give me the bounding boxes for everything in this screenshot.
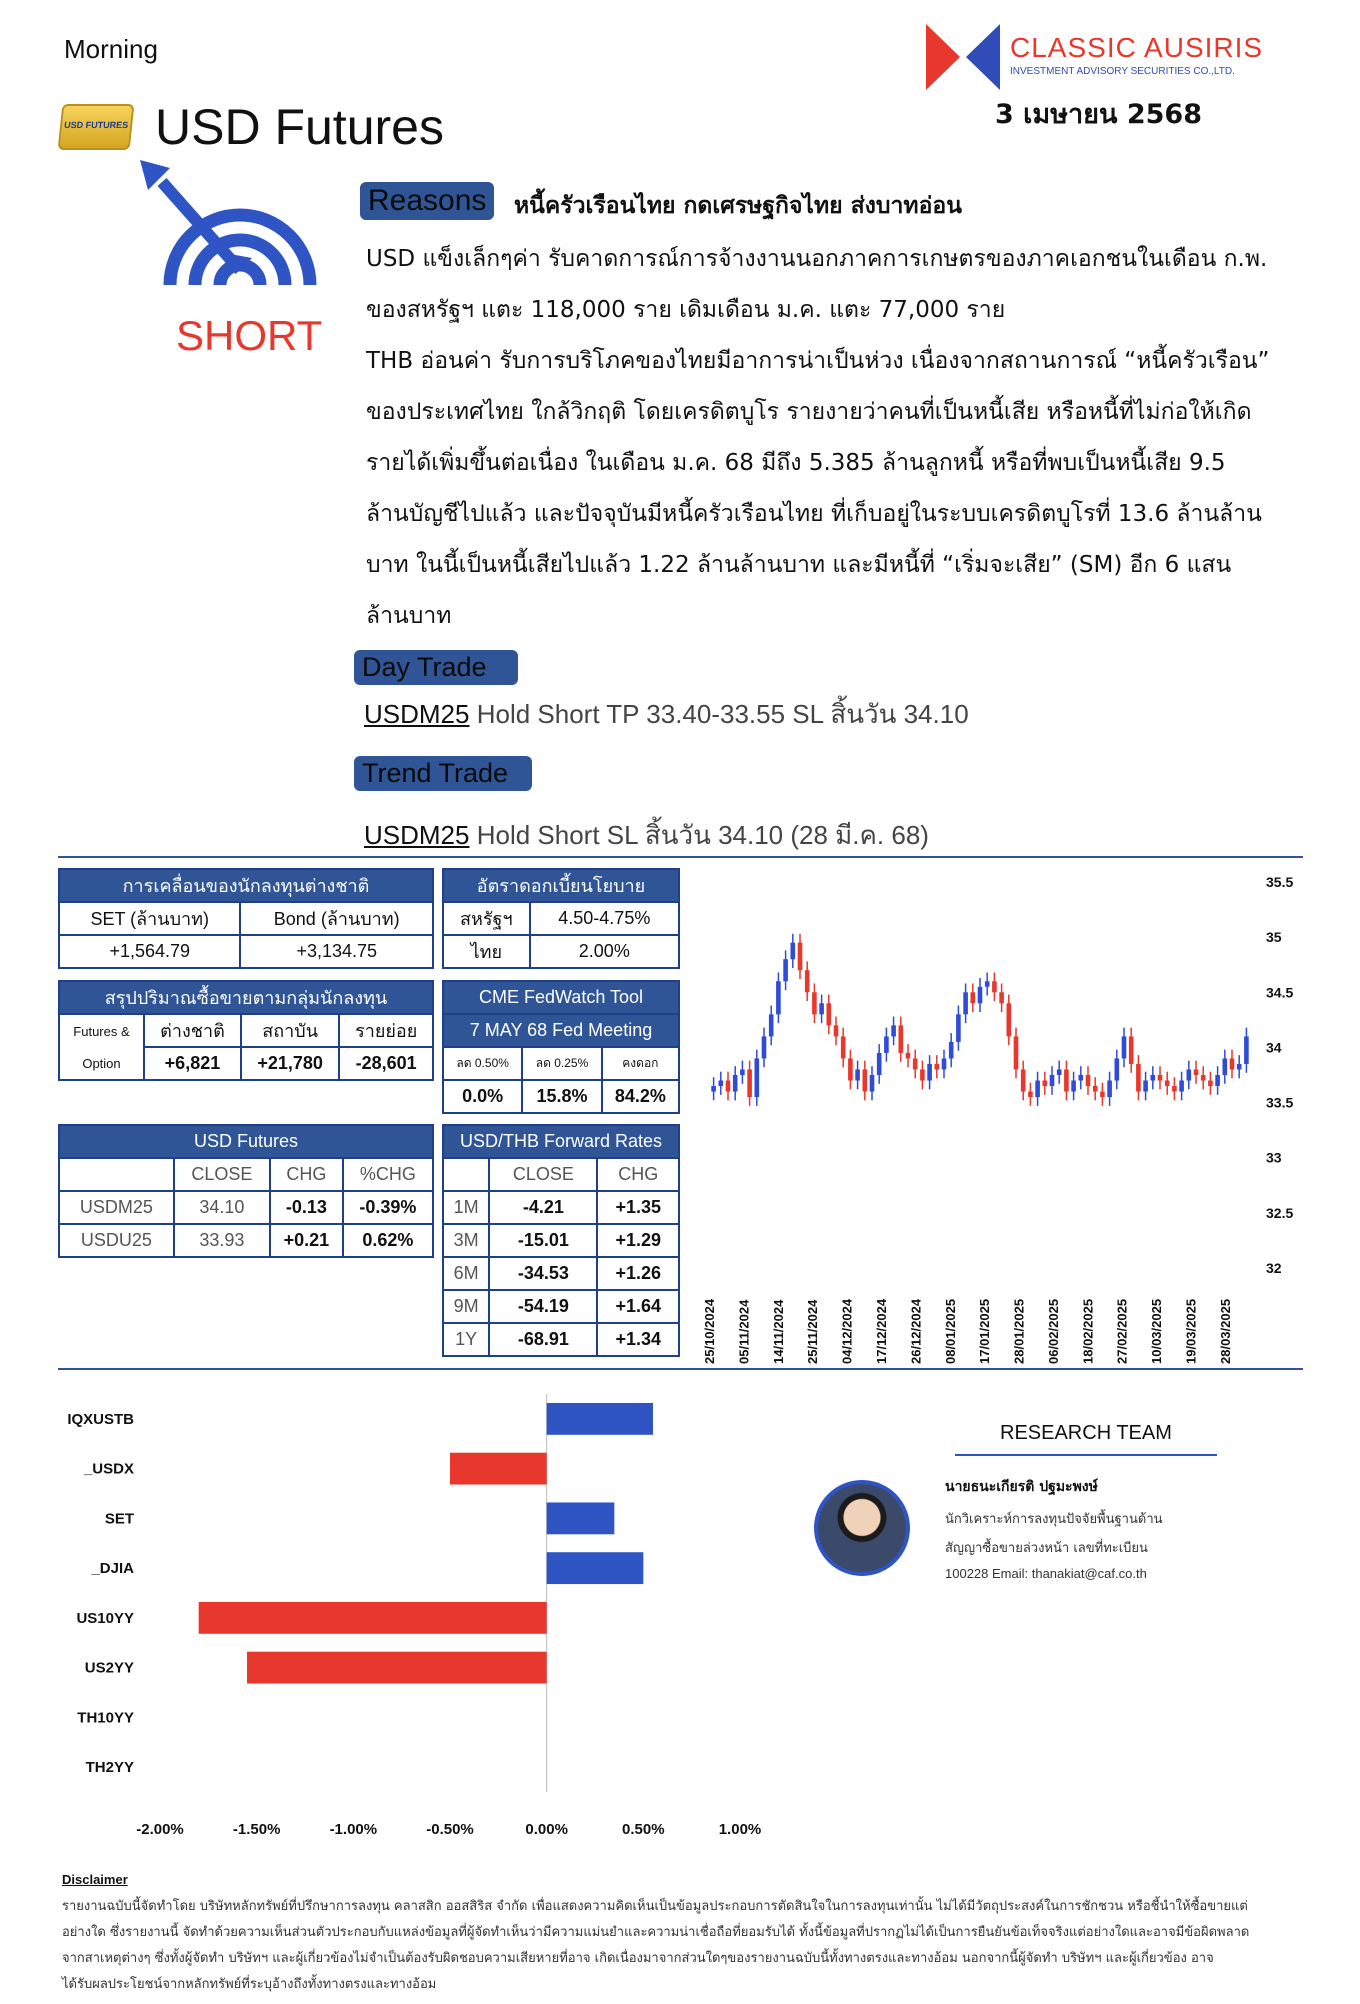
investor-value: +21,780 [241, 1047, 339, 1080]
reasons-line: ของประเทศไทย ใกล้วิกฤติ โดยเครดิตบูโร รายงายว่าคนที่เป็นหนี้เสีย หรือหนี้ที่ไม่ก่อให้เกิด [366, 399, 1252, 425]
x-tick-label: 17/12/2024 [873, 1298, 889, 1364]
reasons-line: ของสหรัฐฯ แตะ 118,000 ราย เดิมเดือน ม.ค. แตะ 77,000 ราย [366, 297, 1006, 323]
policy-rate-key: สหรัฐฯ [443, 902, 530, 935]
candle-body [747, 1069, 752, 1097]
x-tick-label: 19/03/2025 [1183, 1298, 1199, 1364]
category-label: US2YY [84, 1659, 134, 1677]
x-tick-label: 08/01/2025 [942, 1298, 958, 1364]
forward-cell: 1M [443, 1191, 489, 1224]
candle-body [740, 1069, 745, 1075]
bar [547, 1502, 615, 1534]
usd-futures-header [59, 1158, 174, 1191]
table-row [443, 1191, 679, 1224]
x-tick-label: 25/11/2024 [805, 1299, 821, 1364]
day-trade-line [364, 694, 969, 735]
forward-cell: +1.34 [597, 1323, 679, 1356]
fedwatch-header: ลด 0.25% [522, 1047, 601, 1080]
fedwatch-value: 84.2% [602, 1080, 679, 1113]
forward-header: CLOSE [489, 1158, 597, 1191]
policy-rate-table [442, 868, 680, 969]
report-date: 3 เมษายน 2568 [995, 99, 1202, 130]
bar [547, 1403, 653, 1435]
research-team-title: RESEARCH TEAM [1000, 1422, 1172, 1444]
x-tick-label: 14/11/2024 [770, 1299, 786, 1364]
x-tick-label: 10/03/2025 [1149, 1298, 1165, 1364]
foreign-flow-title: การเคลื่อนของนักลงทุนต่างชาติ [59, 869, 433, 902]
bar [247, 1652, 547, 1684]
candle-body [884, 1036, 889, 1053]
usd-futures-cell: 34.10 [174, 1191, 270, 1224]
forward-cell: 6M [443, 1257, 489, 1290]
forward-cell: 9M [443, 1290, 489, 1323]
candle-body [1136, 1064, 1141, 1092]
candle-body [963, 992, 968, 1014]
x-tick-label: 26/12/2024 [908, 1298, 924, 1364]
divider-bottom [58, 1368, 1303, 1370]
foreign-flow-val2: +3,134.75 [240, 935, 433, 968]
reasons-line: บาท ในนี้เป็นหนี้เสียไปแล้ว 1.22 ล้านล้านบาท และมีหนี้ที่ “เริ่มจะเสีย” (SM) อีก 6 แสน [366, 552, 1232, 578]
y-tick-label: 32 [1266, 1260, 1282, 1276]
trend-trade-tag: Trend Trade [354, 756, 532, 791]
analyst-contact: 100228 Email: thanakiat@caf.co.th [945, 1566, 1147, 1581]
candle-body [1194, 1069, 1199, 1075]
fedwatch-value: 0.0% [443, 1080, 522, 1113]
candle-body [776, 981, 781, 1014]
fedwatch-title: CME FedWatch Tool [443, 981, 679, 1014]
candle-body [1006, 1003, 1011, 1036]
candle-body [1230, 1058, 1235, 1069]
candle-body [826, 1003, 831, 1025]
candle-body [726, 1081, 731, 1092]
divider-top [58, 856, 1303, 858]
candle-body [1172, 1086, 1177, 1092]
usd-futures-title: USD Futures [59, 1125, 433, 1158]
policy-rate-value: 4.50-4.75% [530, 902, 679, 935]
candle-body [805, 970, 810, 992]
forward-header [443, 1158, 489, 1191]
candle-body [906, 1053, 911, 1059]
brand-name: CLASSIC AUSIRIS [1010, 32, 1264, 63]
usd-futures-table [58, 1124, 434, 1258]
candle-body [848, 1058, 853, 1080]
candle-body [1215, 1075, 1220, 1086]
candle-body [877, 1053, 882, 1075]
candle-body [1071, 1081, 1076, 1092]
candle-body [711, 1086, 716, 1092]
candle-body [733, 1075, 738, 1092]
company-logo-icon [926, 22, 1000, 92]
x-tick-label: 28/01/2025 [1011, 1298, 1027, 1364]
y-tick-label: 32.5 [1266, 1204, 1294, 1221]
forward-header: CHG [597, 1158, 679, 1191]
candle-body [985, 981, 990, 987]
y-tick-label: 34.5 [1266, 984, 1294, 1001]
candle-body [1179, 1081, 1184, 1092]
investor-header: รายย่อย [339, 1014, 433, 1047]
table-row [59, 1224, 433, 1257]
disclaimer-line: ได้รับผลประโยชน์จากหลักทรัพย์ที่ระบุอ้างถึงทั้งทางตรงและทางอ้อม [62, 1977, 437, 1992]
candle-body [891, 1025, 896, 1036]
badge-label: USD FUTURES [63, 120, 129, 130]
candle-body [769, 1014, 774, 1036]
candle-body [1114, 1058, 1119, 1080]
investor-header: ต่างชาติ [144, 1014, 241, 1047]
policy-rate-value: 2.00% [530, 935, 679, 968]
candle-body [1244, 1036, 1249, 1064]
reasons-line: ล้านบัญชีไปแล้ว และปัจจุบันมีหนี้ครัวเรือนไทย ที่เก็บอยู่ในระบบเครดิตบูโรที่ 13.6 ล้านล้าน [366, 501, 1262, 527]
candle-body [1057, 1069, 1062, 1075]
y-tick-label: 33.5 [1266, 1094, 1294, 1111]
foreign-flow-table [58, 868, 434, 969]
analyst-role: นักวิเคราะห์การลงทุนปัจจัยพื้นฐานด้าน [945, 1512, 1163, 1527]
candle-body [862, 1069, 867, 1091]
table-row [443, 1290, 679, 1323]
x-tick-label: 06/02/2025 [1045, 1298, 1061, 1364]
x-tick-label: -1.50% [232, 1821, 281, 1838]
disclaimer-line: จากสาเหตุต่างๆ ซึ่งทั้งผู้จัดทำ บริษัทฯ และผู้เกี่ยวข้องไม่จำเป็นต้องรับผิดชอบความเสียหายที่อาจ เกิดเนื่องมาจากส่วนใดๆของรายงานฉบับนี้ทั้งทางตรงและทางอ้อม นอกจากนี้ผู้จัดทำ บริษัทฯ และผู้เกี่ยวข้อง อาจ [62, 1951, 1214, 1966]
candle-body [1028, 1092, 1033, 1098]
candle-body [1143, 1081, 1148, 1092]
table-row [443, 1224, 679, 1257]
disclaimer-label: Disclaimer [62, 1872, 128, 1887]
policy-rate-key: ไทย [443, 935, 530, 968]
trend-trade-symbol: USDM25 [364, 820, 470, 850]
category-label: _USDX [83, 1460, 134, 1478]
x-tick-label: 27/02/2025 [1114, 1298, 1130, 1364]
candle-body [1021, 1069, 1026, 1091]
disclaimer-text [62, 1894, 1312, 1998]
x-tick-label: -0.50% [426, 1821, 474, 1838]
target-icon [140, 160, 320, 290]
day-trade-text: Hold Short TP 33.40-33.55 SL สิ้นวัน 34.10 [469, 699, 969, 729]
candle-body [1035, 1081, 1040, 1098]
investor-summary-table [58, 980, 434, 1081]
x-tick-label: 05/11/2024 [736, 1299, 752, 1364]
forward-cell: 3M [443, 1224, 489, 1257]
company-logo [926, 22, 1266, 92]
candle-body [1107, 1081, 1112, 1098]
candle-body [754, 1058, 759, 1097]
candle-body [870, 1075, 875, 1092]
investor-row-label: Option [59, 1047, 144, 1080]
disclaimer-line: อย่างใด ซึ่งรายงานนี้ จัดทำด้วยความเห็นส่วนตัวประกอบกับแหล่งข้อมูลที่ผู้จัดทำเห็นว่ามีความแม่นยำและความน่าเชื่อถือที่ยอมรับได้ ทั้งนี้ข้อมูลที่ปรากฏไม่ได้เป็นการยืนยันข้อเท็จจริงแต่อย่างใดและอาจมีข้อผิดพลาด [62, 1925, 1250, 1940]
usd-futures-cell: 33.93 [174, 1224, 270, 1257]
y-tick-label: 35 [1266, 929, 1282, 946]
usd-futures-header: CLOSE [174, 1158, 270, 1191]
x-tick-label: -1.00% [329, 1821, 378, 1838]
candle-body [1208, 1081, 1213, 1087]
x-tick-label: 0.00% [525, 1821, 568, 1838]
day-trade-tag: Day Trade [354, 650, 518, 685]
fedwatch-header: ลด 0.50% [443, 1047, 522, 1080]
candle-body [1165, 1081, 1170, 1087]
foreign-flow-col2: Bond (ล้านบาท) [240, 902, 433, 935]
candle-body [1186, 1069, 1191, 1080]
y-tick-label: 35.5 [1266, 874, 1294, 890]
forward-cell: +1.26 [597, 1257, 679, 1290]
usd-futures-header: %CHG [343, 1158, 433, 1191]
usd-futures-cell: +0.21 [270, 1224, 343, 1257]
candle-body [1064, 1069, 1069, 1091]
day-trade-symbol: USDM25 [364, 699, 470, 729]
candle-body [992, 981, 997, 992]
candle-body [1201, 1075, 1206, 1081]
investor-value: +6,821 [144, 1047, 241, 1080]
bar [547, 1552, 644, 1584]
candle-body [790, 943, 795, 960]
category-label: _DJIA [91, 1560, 134, 1578]
reasons-line: ล้านบาท [366, 603, 452, 629]
brand-subtitle: INVESTMENT ADVISORY SECURITIES CO.,LTD. [1010, 66, 1235, 77]
candle-body [970, 992, 975, 1003]
forward-cell: -15.01 [489, 1224, 597, 1257]
investor-summary-title: สรุปปริมาณซื้อขายตามกลุ่มนักลงทุน [59, 981, 433, 1014]
candle-body [927, 1064, 932, 1081]
candle-body [783, 959, 788, 981]
candle-body [1129, 1036, 1134, 1064]
forward-cell: -4.21 [489, 1191, 597, 1224]
reasons-line: USD แข็งเล็กๆค่า รับคาดการณ์การจ้างงานนอกภาคการเกษตรของภาคเอกชนในเดือน ก.พ. [366, 246, 1268, 272]
candle-body [798, 943, 803, 971]
forward-cell: 1Y [443, 1323, 489, 1356]
forward-cell: +1.64 [597, 1290, 679, 1323]
candle-body [920, 1069, 925, 1080]
bar [199, 1602, 547, 1634]
candle-body [834, 1025, 839, 1036]
candle-body [949, 1042, 954, 1059]
category-label: SET [104, 1510, 134, 1528]
candle-body [1222, 1058, 1227, 1075]
x-tick-label: 0.50% [622, 1821, 665, 1838]
investor-header: สถาบัน [241, 1014, 339, 1047]
candle-body [841, 1036, 846, 1058]
morning-label: Morning [64, 34, 158, 64]
candle-body [1042, 1081, 1047, 1087]
usd-futures-price-chart [700, 866, 1310, 1368]
forward-rates-table [442, 1124, 680, 1357]
forward-cell: +1.35 [597, 1191, 679, 1224]
usd-futures-cell: -0.13 [270, 1191, 343, 1224]
usd-futures-cell: 0.62% [343, 1224, 433, 1257]
investor-row-label: Futures & [59, 1014, 144, 1047]
reasons-headline: หนี้ครัวเรือนไทย กดเศรษฐกิจไทย ส่งบาทอ่อน [514, 193, 962, 219]
forward-cell: -34.53 [489, 1257, 597, 1290]
candle-body [1150, 1075, 1155, 1081]
foreign-flow-col1: SET (ล้านบาท) [59, 902, 240, 935]
candle-body [956, 1014, 961, 1042]
category-label: IQXUSTB [67, 1410, 134, 1428]
candle-body [855, 1069, 860, 1080]
table-row [443, 1323, 679, 1356]
disclaimer-line: รายงานฉบับนี้จัดทำโดย บริษัทหลักทรัพย์ที่ปรึกษาการลงทุน คลาสสิก ออสสิริส จำกัด เพื่อแสดงความคิดเห็นเป็นข้อมูลประกอบการตัดสินใจในการลงทุนเท่านั้น ไม่ได้มีวัตถุประสงค์ในการชักชวน หรือชี้นำให้ซื้อขายแต่ [62, 1899, 1248, 1914]
candle-body [1078, 1075, 1083, 1081]
y-tick-label: 33 [1266, 1149, 1282, 1166]
policy-rate-title: อัตราดอกเบี้ยนโยบาย [443, 869, 679, 902]
reasons-tag: Reasons [360, 182, 494, 220]
avatar [814, 1480, 910, 1576]
trend-trade-line [364, 815, 929, 856]
table-row [59, 1191, 433, 1224]
fedwatch-table [442, 980, 680, 1114]
candle-body [1093, 1086, 1098, 1092]
candle-body [1014, 1036, 1019, 1069]
x-tick-label: 17/01/2025 [977, 1298, 993, 1364]
candle-body [1100, 1092, 1105, 1098]
candle-body [1237, 1064, 1242, 1070]
x-tick-label: -2.00% [136, 1821, 184, 1838]
x-tick-label: 04/12/2024 [839, 1298, 855, 1364]
x-tick-label: 25/10/2024 [702, 1298, 717, 1364]
forward-cell: +1.29 [597, 1224, 679, 1257]
fedwatch-value: 15.8% [522, 1080, 601, 1113]
candle-body [999, 992, 1004, 1003]
x-tick-label: 28/03/2025 [1217, 1298, 1233, 1364]
trend-trade-text: Hold Short SL สิ้นวัน 34.10 (28 มี.ค. 68) [469, 820, 929, 850]
candle-body [942, 1058, 947, 1069]
analyst-role-2: สัญญาซื้อขายล่วงหน้า เลขที่ทะเบียน [945, 1541, 1148, 1556]
page-title: USD Futures [155, 99, 444, 155]
forward-cell: -68.91 [489, 1323, 597, 1356]
usd-futures-cell: USDM25 [59, 1191, 174, 1224]
category-label: TH10YY [77, 1709, 134, 1727]
forward-rates-title: USD/THB Forward Rates [443, 1125, 679, 1158]
forward-cell: -54.19 [489, 1290, 597, 1323]
candle-body [934, 1064, 939, 1070]
candle-body [1050, 1075, 1055, 1086]
category-label: TH2YY [85, 1759, 134, 1777]
bar [450, 1453, 547, 1485]
x-tick-label: 1.00% [718, 1821, 762, 1838]
candle-body [1086, 1075, 1091, 1086]
x-tick-label: 18/02/2025 [1080, 1298, 1096, 1364]
category-label: US10YY [76, 1609, 134, 1627]
research-team-underline [955, 1454, 1217, 1456]
foreign-flow-val1: +1,564.79 [59, 935, 240, 968]
analyst-name: นายธนะเกียรติ ปฐมะพงษ์ [945, 1479, 1098, 1495]
fedwatch-subtitle: 7 MAY 68 Fed Meeting [443, 1014, 679, 1047]
candle-body [1158, 1075, 1163, 1081]
usd-futures-cell: USDU25 [59, 1224, 174, 1257]
candle-body [762, 1036, 767, 1058]
reasons-line: THB อ่อนค่า รับการบริโภคของไทยมีอาการน่าเป็นห่วง เนื่องจากสถานการณ์ “หนี้ครัวเรือน” [366, 348, 1270, 374]
fedwatch-header: คงดอก [602, 1047, 679, 1080]
candle-body [812, 992, 817, 1014]
candle-body [819, 1003, 824, 1014]
market-change-chart [50, 1388, 790, 1858]
usd-futures-badge-icon [58, 104, 135, 150]
candle-body [718, 1081, 723, 1087]
y-tick-label: 34 [1266, 1039, 1282, 1056]
candle-body [1122, 1036, 1127, 1058]
candle-body [978, 987, 983, 1004]
reasons-body [366, 234, 1326, 642]
reasons-line: รายได้เพิ่มขึ้นต่อเนื่อง ในเดือน ม.ค. 68 มีถึง 5.385 ล้านลูกหนี้ หรือที่พบเป็นหนี้เสีย 9.5 [366, 450, 1226, 476]
signal-label: SHORT [176, 312, 323, 359]
investor-value: -28,601 [339, 1047, 433, 1080]
usd-futures-header: CHG [270, 1158, 343, 1191]
table-row [443, 1257, 679, 1290]
candle-body [898, 1025, 903, 1053]
usd-futures-cell: -0.39% [343, 1191, 433, 1224]
candle-body [913, 1058, 918, 1069]
